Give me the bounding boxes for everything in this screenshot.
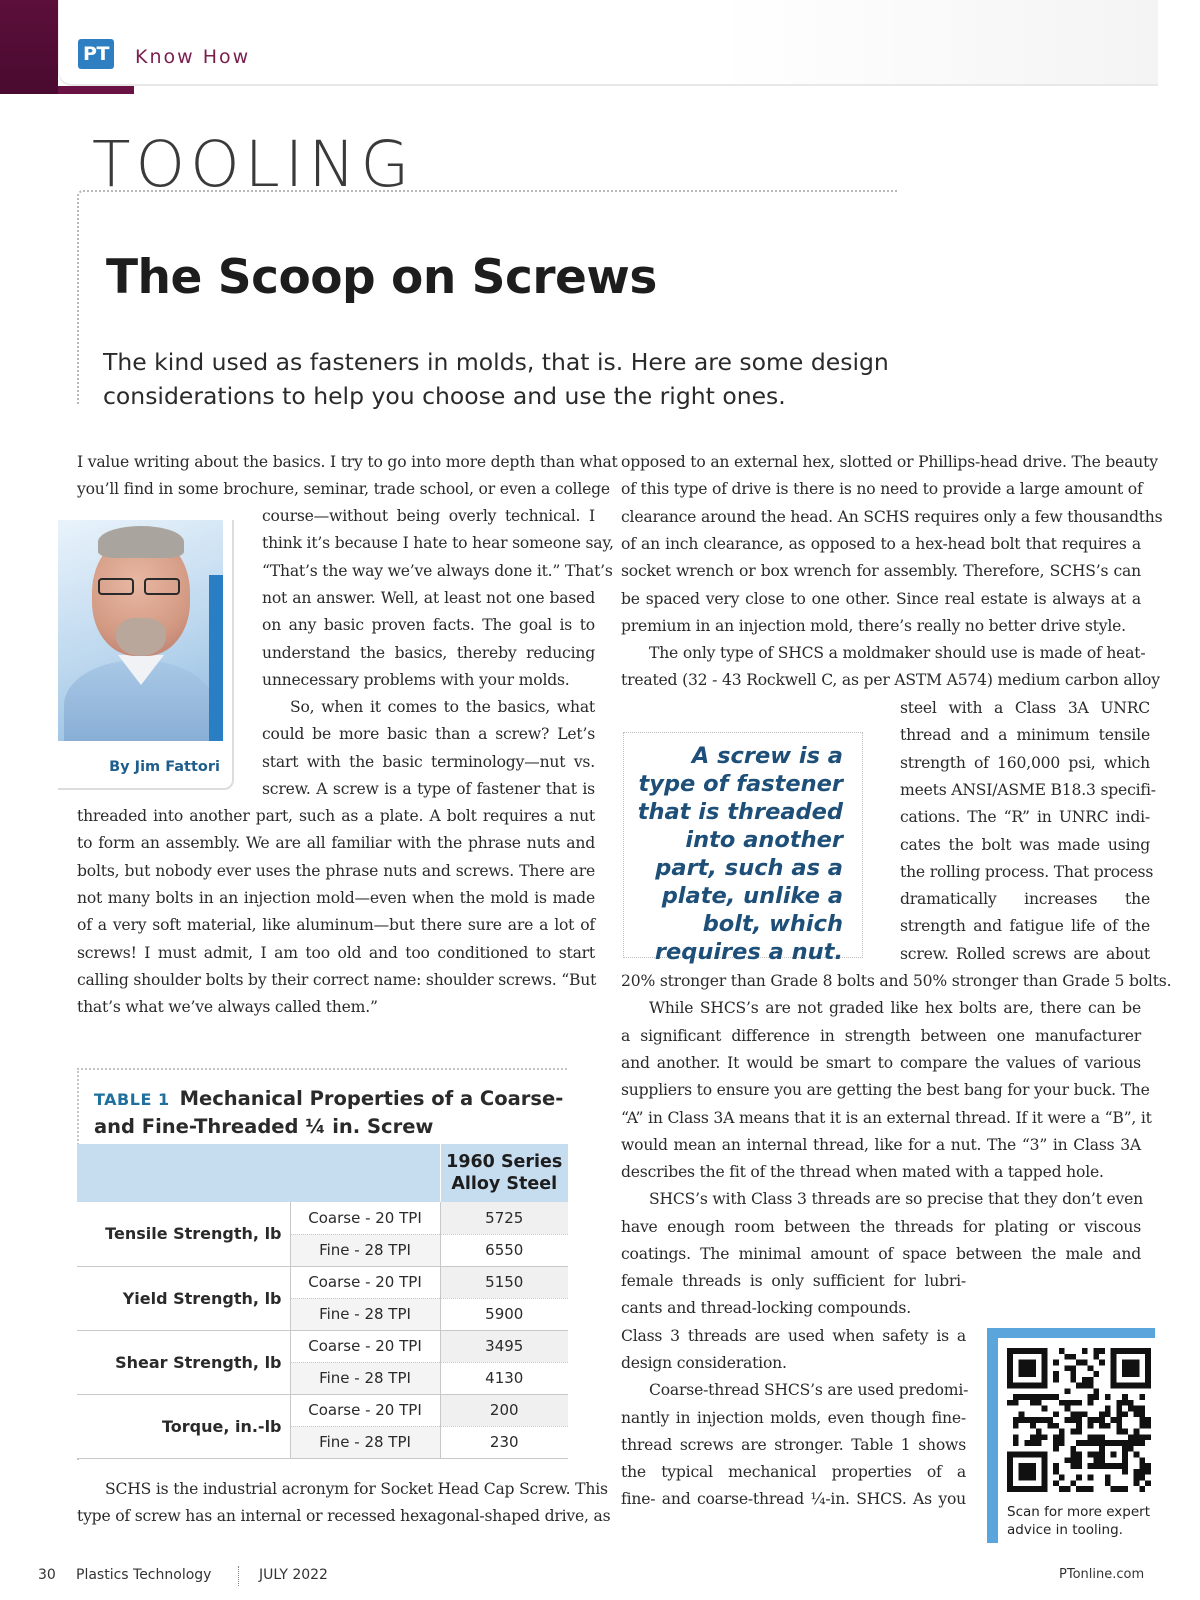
table-cell-thread: Coarse - 20 TPI (290, 1394, 440, 1426)
table-cell-value: 5900 (440, 1298, 568, 1330)
body-text-line: cates the bolt was made using (900, 835, 1150, 854)
table-title: Mechanical Properties of a Coarse-and Fine-Threaded ¼ in. Screw (94, 1087, 564, 1138)
mechanical-properties-table (77, 1144, 568, 1459)
author-photo (58, 520, 223, 741)
header-panel (58, 0, 1158, 86)
publication-name: Plastics Technology (76, 1567, 212, 1583)
body-text-line: not many bolts in an injection mold—even when the mold is made (77, 888, 595, 907)
body-text-line: clearance around the head. An SCHS requires only a few thousandths (621, 507, 1163, 526)
body-text-line: calling shoulder bolts by their correct name: shoulder screws. “But (77, 970, 597, 989)
table-row-header: Torque, in.-lb (77, 1394, 290, 1458)
body-text-line: So, when it comes to the basics, what (290, 698, 595, 717)
table-cell-thread: Fine - 28 TPI (290, 1426, 440, 1458)
body-text-line: I value writing about the basics. I try to go into more depth than what (77, 453, 618, 471)
section-title: TOOLING (92, 128, 415, 201)
body-text-line: opposed to an external hex, slotted or Phillips-head drive. The beauty (621, 453, 1158, 471)
table-cell-thread: Fine - 28 TPI (290, 1298, 440, 1330)
body-text-line: the rolling process. That process (900, 862, 1154, 881)
table-cell-value: 6550 (440, 1234, 568, 1266)
table-cell-thread: Fine - 28 TPI (290, 1234, 440, 1266)
body-text-line: of an inch clearance, as opposed to a hex-head bolt that requires a (621, 534, 1141, 553)
body-text-line: of this type of drive is there is no need to provide a large amount of (621, 480, 1143, 499)
body-text-line: premium in an injection mold, there’s really no better drive style. (621, 616, 1126, 635)
article-deck: The kind used as fasteners in molds, that is. Here are some design considerations to help you choose and use the right ones. (103, 348, 889, 410)
table-cell-thread: Coarse - 20 TPI (290, 1202, 440, 1234)
body-text-line: could be more basic than a screw? Let’s (262, 725, 595, 744)
body-text-line: have enough room between the threads for plating or viscous (621, 1217, 1141, 1236)
body-text-line: think it’s because I hate to hear someone say, (262, 534, 614, 553)
body-text-line: threaded into another part, such as a plate. A bolt requires a nut (77, 807, 595, 825)
table-column-header: 1960 Series Alloy Steel (440, 1144, 568, 1202)
body-text-line: socket wrench or box wrench for assembly. Therefore, SCHS’s can (621, 562, 1141, 581)
website-link[interactable]: PTonline.com (1059, 1567, 1145, 1582)
article-title: The Scoop on Screws (106, 250, 657, 305)
qr-code-icon[interactable] (1007, 1348, 1151, 1492)
table-row-header: Shear Strength, lb (77, 1330, 290, 1394)
table-cell-value: 3495 (440, 1330, 568, 1362)
body-text-line: on any basic proven facts. The goal is to (262, 616, 595, 635)
table-row-header: Yield Strength, lb (77, 1266, 290, 1330)
body-text-line: SCHS is the industrial acronym for Socket Head Cap Screw. This (105, 1480, 608, 1498)
table-cell-value: 5725 (440, 1202, 568, 1234)
body-text-line: suppliers to ensure you are getting the best bang for your buck. The (621, 1081, 1150, 1100)
header-accent-underline (58, 86, 134, 94)
body-text-line: steel with a Class 3A UNRC (900, 699, 1150, 717)
body-text-line: bolts, but nobody ever uses the phrase nuts and screws. There are (77, 861, 595, 880)
body-text-line: and another. It would be smart to compare the values of various (621, 1053, 1141, 1072)
table-cell-thread: Coarse - 20 TPI (290, 1266, 440, 1298)
body-text-line: female threads is only sufficient for lubri- (621, 1272, 966, 1290)
body-text-line: the typical mechanical properties of a (621, 1463, 966, 1482)
body-text-line: course—without being overly technical. I (262, 507, 595, 525)
body-text-line: that’s what we’ve always called them.” (77, 998, 378, 1017)
body-text-line: type of screw has an internal or recessed hexagonal-shaped drive, as (77, 1507, 611, 1526)
body-text-line: thread and a minimum tensile (900, 726, 1150, 745)
body-text-line: “A” in Class 3A means that it is an external thread. If it were a “B”, it (621, 1108, 1152, 1127)
table-cell-value: 5150 (440, 1266, 568, 1298)
body-text-line: would mean an internal thread, like for a nut. The “3” in Class 3A (621, 1135, 1141, 1154)
body-text-line: While SHCS’s are not graded like hex bolts are, there can be (649, 999, 1141, 1018)
table-caption (94, 1085, 564, 1140)
body-text-line: screw. Rolled screws are about (900, 944, 1150, 963)
section-label: Know How (135, 46, 251, 68)
body-text-line: strength of 160,000 psi, which (900, 753, 1150, 772)
body-text-line: to form an assembly. We are all familiar with the phrase nuts and (77, 834, 595, 853)
table-row (77, 1266, 568, 1298)
body-text-line: strength and fatigue life of the (900, 917, 1150, 936)
body-text-line: meets ANSI/ASME B18.3 specifi- (900, 780, 1156, 799)
body-text-line: understand the basics, thereby reducing (262, 643, 595, 662)
body-text-line: screws! I must admit, I am too old and too conditioned to start (77, 943, 595, 962)
table-row (77, 1394, 568, 1426)
body-text-line: thread screws are stronger. Table 1 shows (621, 1435, 966, 1454)
body-text-line: screw. A screw is a type of fastener that is (262, 780, 595, 798)
table-cell-thread: Coarse - 20 TPI (290, 1330, 440, 1362)
body-text-line: of a very soft material, like aluminum—but there sure are a lot of (77, 916, 595, 935)
body-text-line: not an answer. Well, at least not one based (262, 588, 595, 607)
table-header-blank (77, 1144, 440, 1202)
table-row (77, 1330, 568, 1362)
qr-caption: Scan for more expert advice in tooling. (1007, 1504, 1151, 1538)
body-text-line: cations. The “R” in UNRC indi- (900, 808, 1150, 827)
table-row (77, 1202, 568, 1234)
body-text-line: you’ll find in some brochure, seminar, trade school, or even a college (77, 480, 610, 499)
table-cell-value: 4130 (440, 1362, 568, 1394)
body-text-line: dramatically increases the (900, 890, 1150, 909)
table-cell-value: 230 (440, 1426, 568, 1458)
table-cell-value: 200 (440, 1394, 568, 1426)
corner-accent-bar (0, 0, 58, 94)
body-text-line: Coarse-thread SHCS’s are used predomi- (649, 1381, 969, 1400)
body-text-line: Class 3 threads are used when safety is a (621, 1326, 966, 1345)
table-cell-thread: Fine - 28 TPI (290, 1362, 440, 1394)
body-text-line: start with the basic terminology—nut vs. (262, 752, 595, 771)
page-number: 30 (38, 1567, 56, 1583)
body-text-line: 20% stronger than Grade 8 bolts and 50% stronger than Grade 5 bolts. (621, 972, 1172, 990)
body-text-line: SHCS’s with Class 3 threads are so precise that they don’t even (649, 1190, 1143, 1209)
body-text-line: The only type of SHCS a moldmaker should use is made of heat- (649, 644, 1146, 663)
body-text-line: be spaced very close to one other. Since real estate is always at a (621, 589, 1141, 608)
author-byline: By Jim Fattori (109, 759, 220, 775)
footer-divider (238, 1566, 239, 1586)
body-text-line: a significant difference in strength between one manufacturer (621, 1026, 1141, 1045)
body-text-line: fine- and coarse-thread ¼-in. SHCS. As you (621, 1490, 966, 1509)
issue-date: JULY 2022 (259, 1567, 328, 1583)
body-text-line: “That’s the way we’ve always done it.” That’s (262, 561, 613, 580)
table-label: TABLE 1 (94, 1090, 170, 1109)
body-text-line: design consideration. (621, 1353, 787, 1372)
body-text-line: unnecessary problems with your molds. (262, 670, 570, 689)
body-text-line: treated (32 - 43 Rockwell C, as per ASTM A574) medium carbon alloy (621, 671, 1160, 690)
pullquote: A screw is a type of fastener that is threaded into another part, such as a plate, unlike a bolt, which requires a nut. (637, 743, 843, 965)
table-row-header: Tensile Strength, lb (77, 1202, 290, 1266)
body-text-line: describes the fit of the thread when mated with a tapped hole. (621, 1163, 1104, 1182)
body-text-line: coatings. The minimal amount of space between the male and (621, 1245, 1141, 1263)
pt-logo: PT (78, 39, 114, 69)
body-text-line: cants and thread-locking compounds. (621, 1299, 911, 1318)
body-text-line: nantly in injection molds, even though fine- (621, 1408, 966, 1427)
